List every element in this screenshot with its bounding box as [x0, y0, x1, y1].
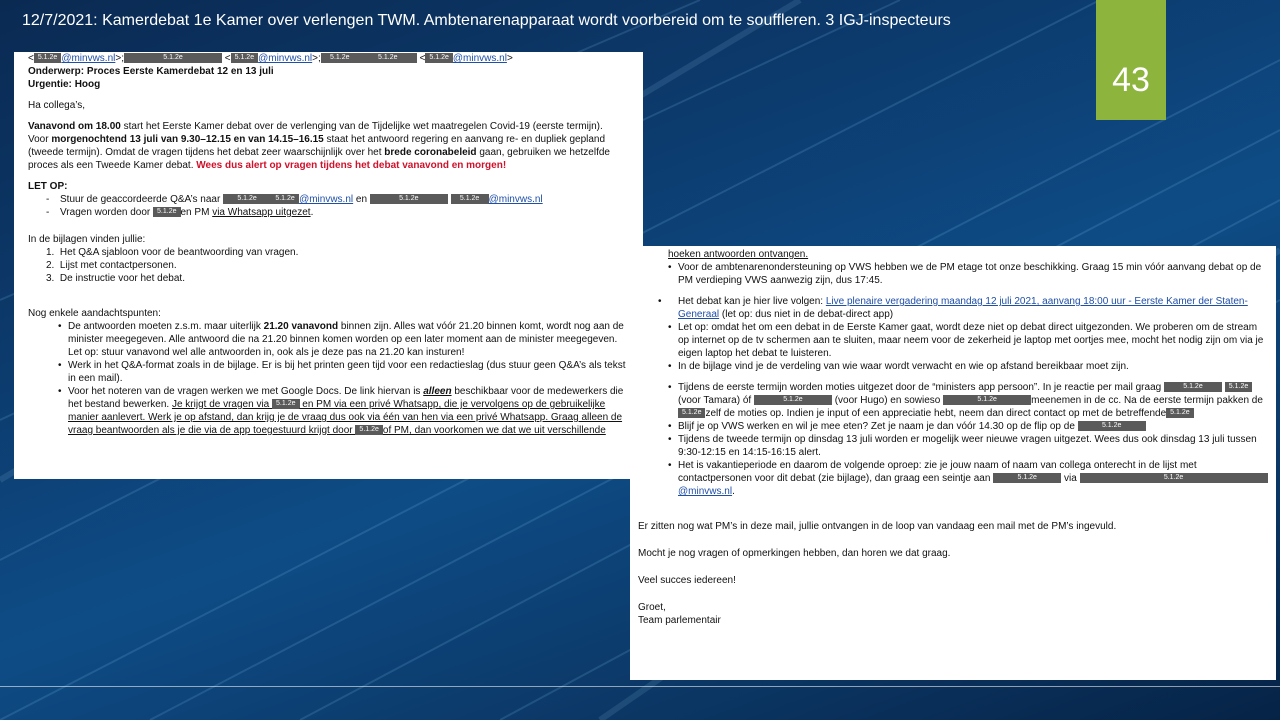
- redaction: 5.1.2e: [321, 53, 359, 63]
- bijlage-item: 2. Lijst met contactpersonen.: [46, 260, 177, 271]
- note-item: • Blijf je op VWS werken en wil je mee eten? Zet je naam je dan vóór 14.30 op de flip op de 5.1.2e: [668, 420, 1268, 433]
- intro-paragraph: Vanavond om 18.00 start het Eerste Kamer debat over de verlenging van de Tijdelijke wet maatregelen Covid-19 (eerste termijn). Voor morgenochtend 13 juli van 9.30–12.15 en van 14.15–16.15 staat het antwoord regering en aanvang re- en dupliek gepland (tweede termijn). Omdat de vragen tijdens het debat zeer waarschijnlijk over het brede coronabeleid gaan, gebruiken we hetzelfde proces als een Tweede Kamer debat. Wees dus alert op vragen tijdens het debat vanavond en morgen!: [28, 121, 610, 171]
- redaction: 5.1.2e: [124, 53, 222, 63]
- redaction: 5.1.2e: [34, 53, 61, 63]
- aandacht-item: • Werk in het Q&A-format zoals in de bijlage. Er is bij het printen geen tijd voor een redactieslag (dus stuur geen Q&A’s als tekst in een mail).: [58, 359, 629, 385]
- bijlage-item: 1. Het Q&A sjabloon voor de beantwoording van vragen.: [46, 247, 299, 258]
- note-item: • Tijdens de eerste termijn worden moties uitgezet door de “ministers app persoon”. In je reactie per mail graag 5.1.2e 5.1.2e(voor Tamara) óf 5.1.2e (voor Hugo) en sowieso 5.1.2e meenemen in de cc. Na de eerste termijn pakken de5.1.2e zelf de moties op. Indien je input of een appreciatie hebt, neem dan direct contact op met de betreffende 5.1.2e: [668, 381, 1268, 420]
- continuation-line: hoeken antwoorden ontvangen.: [668, 249, 809, 260]
- subject-line: Onderwerp: Proces Eerste Kamerdebat 12 en 13 juli: [28, 66, 274, 77]
- note-item: • Tijdens de tweede termijn op dinsdag 13 juli worden er mogelijk weer nieuwe vragen uitgezet. Wees dus ook dinsdag 13 juli tussen 9:30-12:15 en 14:15-16:15 alert.: [668, 433, 1268, 459]
- letop-item: - Vragen worden door 5.1.2e en PM via Whatsapp uitgezet.: [46, 206, 643, 219]
- aandacht-intro: Nog enkele aandachtspunten:: [28, 308, 161, 319]
- page-number: 43: [1112, 61, 1150, 99]
- closing-line: Mocht je nog vragen of opmerkingen hebben, dan horen we dat graag.: [638, 548, 951, 559]
- closing-line: Er zitten nog wat PM’s in deze mail, jullie ontvangen in de loop van vandaag een mail met de PM’s ingevuld.: [638, 521, 1117, 532]
- divider: [0, 686, 1280, 687]
- letop-item: - Stuur de geaccordeerde Q&A’s naar 5.1.2e 5.1.2e @minvws.nl en 5.1.2e 5.1.2e @minvws.nl: [46, 193, 643, 206]
- urgency-line: Urgentie: Hoog: [28, 79, 101, 90]
- letop-heading: LET OP:: [28, 181, 68, 192]
- slide-title: 12/7/2021: Kamerdebat 1e Kamer over verlengen TWM. Ambtenarenapparaat wordt voorbereid om te souffleren. 3 IGJ-inspecteurs: [22, 12, 951, 29]
- signature: Team parlementair: [638, 615, 721, 626]
- email-screenshot-1: [14, 52, 643, 479]
- note-item: • Voor de ambtenarenondersteuning op VWS hebben we de PM etage tot onze beschikking. Graag 15 min vóór aanvang debat op de PM verdieping VWS aanwezig zijn, dus 17:45.: [668, 261, 1268, 287]
- page-number-badge: [1096, 0, 1166, 120]
- greeting: Ha collega’s,: [28, 100, 86, 111]
- redaction: 5.1.2e: [231, 53, 258, 63]
- closing-line: Veel succes iedereen!: [638, 575, 736, 586]
- livestream-item: • Het debat kan je hier live volgen: Live plenaire vergadering maandag 12 juli 2021, aanvang 18:00 uur - Eerste Kamer der Staten-Generaal (let op: dus niet in de debat-direct app): [658, 295, 1268, 321]
- note-item: • In de bijlage vind je de verdeling van wie waar wordt verwacht en wie op afstand bereikbaar moet zijn.: [668, 360, 1268, 373]
- livestream-link[interactable]: Live plenaire vergadering maandag 12 juli 2021, aanvang 18:00 uur - Eerste Kamer der Staten-Generaal: [678, 296, 1248, 320]
- note-item: • Let op: omdat het om een debat in de Eerste Kamer gaat, wordt deze niet op debat direct uitgezonden. We proberen om de stream op internet op de tv schermen aan te sluiten, maar neem voor de zekerheid je laptop met oortjes mee, mocht het nodig zijn om via je eigen laptop het debat te luisteren.: [668, 321, 1268, 360]
- sign-off: Groet,: [638, 602, 666, 613]
- aandacht-item: • Voor het noteren van de vragen werken we met Google Docs. De link hiervan is alleen beschikbaar voor de medewerkers die het bestand bewerken. Je krijgt de vragen via 5.1.2e en PM via een privé Whatsapp, die je vervolgens op de gebruikelijke manier aanlevert. Werk je op afstand, dan krijg je de vraag dus ook via één van hen via een privé Whatsapp. Graag alleen de vraag beantwoorden als je die via de app toegestuurd krijgt door 5.1.2e of PM, dan voorkomen we dat we uit verschillende: [58, 385, 629, 437]
- email-screenshot-2: [630, 246, 1276, 680]
- redaction: 5.1.2e: [425, 53, 452, 63]
- note-item: • Het is vakantieperiode en daarom de volgende oproep: zie je jouw naam of naam van collega onterecht in de lijst met contactpersonen voor dit debat (zie bijlage), dan graag een seintje aan 5.1.2e via 5.1.2e@minvws.nl.: [668, 459, 1268, 498]
- bijlage-item: 3. De instructie voor het debat.: [46, 273, 185, 284]
- bijlagen-intro: In de bijlagen vinden jullie:: [28, 234, 146, 245]
- redaction: 5.1.2e: [359, 53, 417, 63]
- aandacht-item: • De antwoorden moeten z.s.m. maar uiterlijk 21.20 vanavond binnen zijn. Alles wat vóór 21.20 binnen komt, wordt nog aan de minister meegegeven. Alle antwoord die na 21.20 binnen komen worden op een later moment aan de minister meegegeven. Let op: stuur vanavond wel alle antwoorden in, ook als je deze pas na 21.20 kan insturen!: [58, 320, 629, 359]
- recipients-line: < 5.1.2e @minvws.nl>; 5.1.2e < 5.1.2e @minvws.nl>; 5.1.2e 5.1.2e < 5.1.2e @minvws.nl>: [28, 53, 513, 64]
